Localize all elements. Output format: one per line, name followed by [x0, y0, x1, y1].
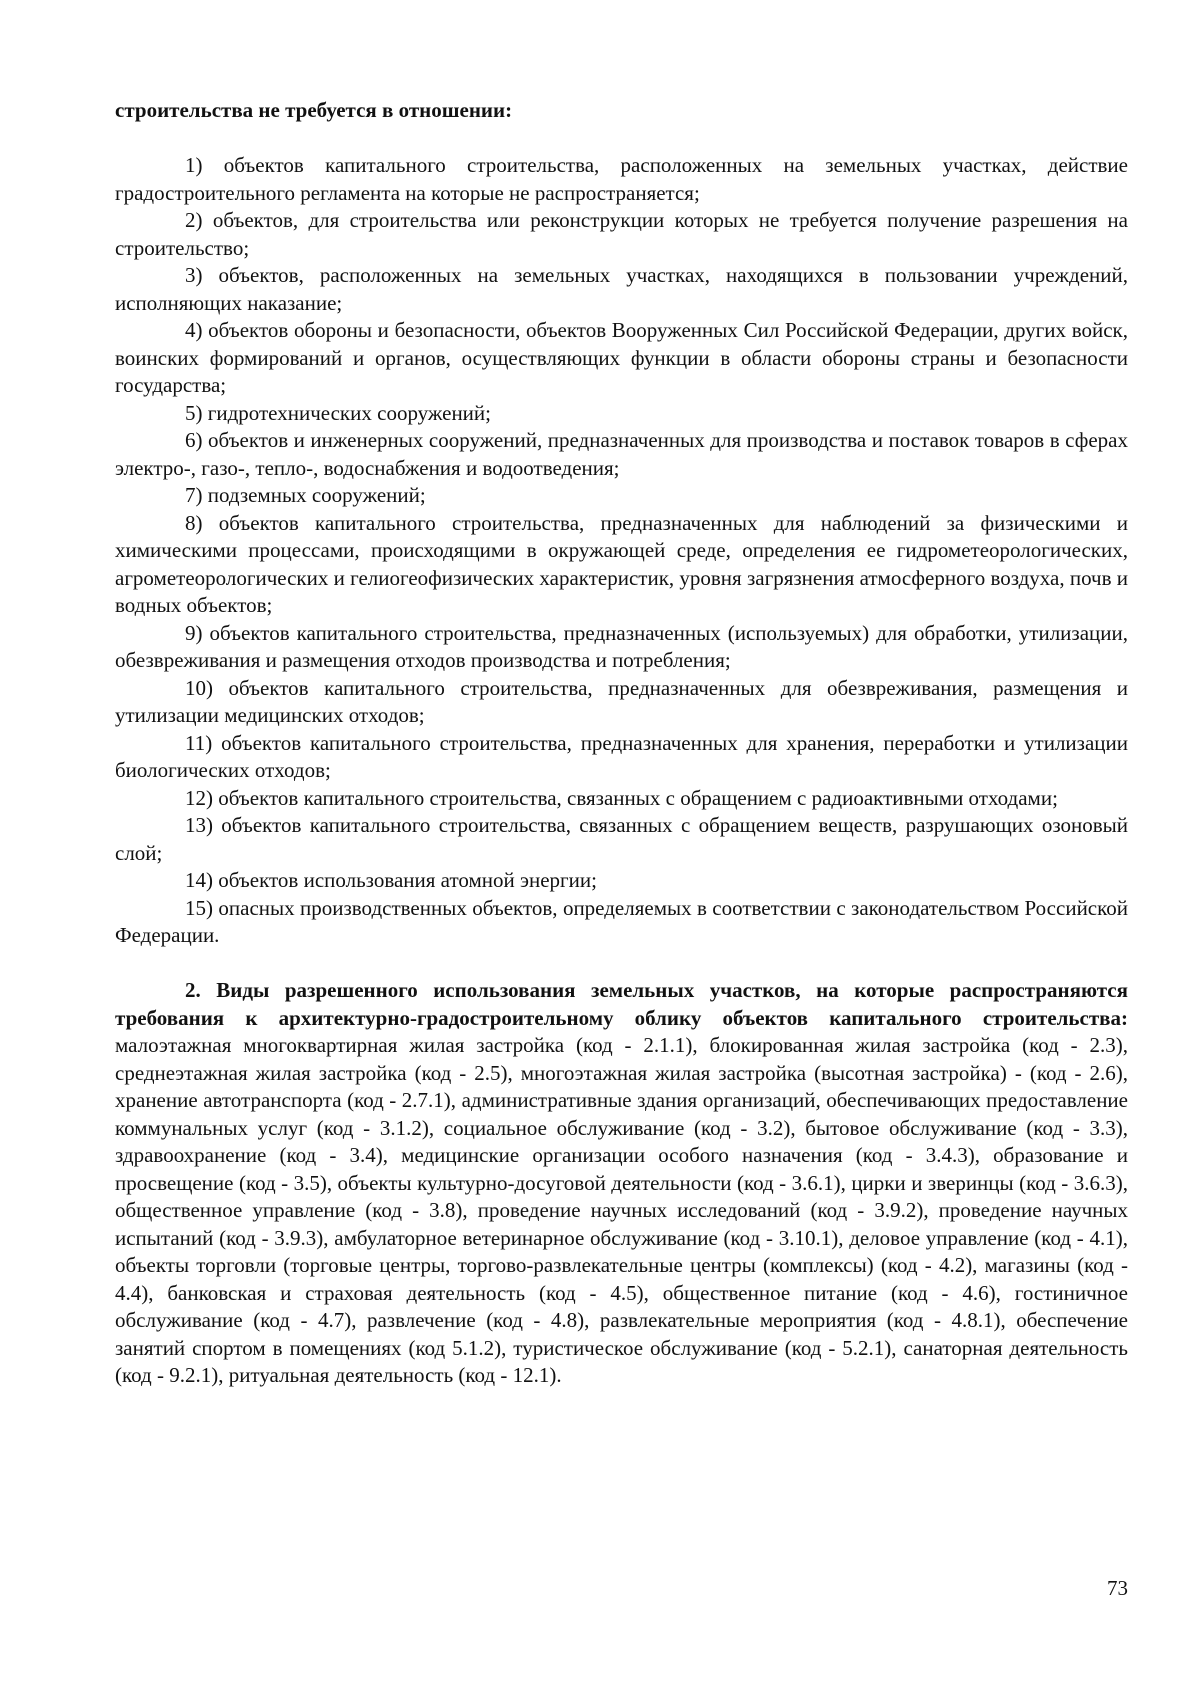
- list-item: 13) объектов капитального строительства, связанных с обращением веществ, разрушающих озоновый слой;: [115, 813, 1128, 865]
- section-heading: строительства не требуется в отношении:: [115, 98, 513, 122]
- list-item: 8) объектов капитального строительства, предназначенных для наблюдений за физическими и химическими процессами, происходящими в окружающей среде, определения ее гидрометеорологических, агрометеорологических и гелиогеофизических характеристик, уровня загрязнения атмосферного воздуха, почв и водных объектов;: [115, 510, 1129, 617]
- list-item: 2) объектов, для строительства или реконструкции которых не требуется получение разрешения на строительство;: [115, 208, 1128, 260]
- list-item: 4) объектов обороны и безопасности, объектов Вооруженных Сил Российской Федерации, других войск, воинских формирований и органов, осуществляющих функции в области обороны страны и безопасности государства;: [115, 318, 1128, 397]
- list-item: 12) объектов капитального строительства, связанных с обращением с радиоактивными отходами;: [185, 785, 1058, 810]
- list-item: 10) объектов капитального строительства, предназначенных для обезвреживания, размещения и утилизации медицинских отходов;: [115, 675, 1128, 727]
- list-item: 15) опасных производственных объектов, определяемых в соответствии с законодательством Российской Федерации.: [115, 895, 1128, 947]
- section-2-lead: 2. Виды разрешенного использования земельных участков, на которые распространяются требования к архитектурно-градостроительному облику объектов капитального строительства:: [115, 978, 1128, 1030]
- list-item: 9) объектов капитального строительства, предназначенных (используемых) для обработки, утилизации, обезвреживания и размещения отходов производства и потребления;: [115, 620, 1128, 672]
- list-item: 7) подземных сооружений;: [185, 483, 426, 507]
- section-2-body: малоэтажная многоквартирная жилая застройка (код - 2.1.1), блокированная жилая застройка (код - 2.3), среднеэтажная жилая застройка (код - 2.5), многоэтажная жилая застройка (высотная застройка) - (код - 2.6), хранение автотранспорта (код - 2.7.1), административные здания организаций, обеспечивающих предоставление коммунальных услуг (код - 3.1.2), социальное обслуживание (код - 3.2), бытовое обслуживание (код - 3.3), здравоохранение (код - 3.4), медицинские организации особого назначения (код - 3.4.3), образование и просвещение (код - 3.5), объекты культурно-досуговой деятельности (код - 3.6.1), цирки и зверинцы (код - 3.6.3), общественное управление (код - 3.8), проведение научных исследований (код - 3.9.2), проведение научных испытаний (код - 3.9.3), амбулаторное ветеринарное обслуживание (код - 3.10.1), деловое управление (код - 4.1), объекты торговли (торговые центры, торгово-развлекательные центры (комплексы) (код - 4.2), магазины (код - 4.4), банковская и страховая деятельность (код - 4.5), общественное питание (код - 4.6), гостиничное обслуживание (код - 4.7), развлечение (код - 4.8), развлекательные мероприятия (код - 4.8.1), обеспечение занятий спортом в помещениях (код 5.1.2), туристическое обслуживание (код - 5.2.1), санаторная деятельность (код - 9.2.1), ритуальная деятельность (код - 12.1).: [115, 1033, 1128, 1387]
- page-number: 73: [1107, 1576, 1128, 1600]
- list-item: 14) объектов использования атомной энергии;: [185, 868, 597, 892]
- exemption-list: [115, 152, 1128, 950]
- list-item: 5) гидротехнических сооружений;: [185, 400, 491, 425]
- list-item: 11) объектов капитального строительства, предназначенных для хранения, переработки и утилизации биологических отходов;: [115, 730, 1128, 782]
- list-item: 6) объектов и инженерных сооружений, предназначенных для производства и поставок товаров в сферах электро-, газо-, тепло-, водоснабжения и водоотведения;: [115, 428, 1128, 480]
- list-item: 1) объектов капитального строительства, расположенных на земельных участках, действие градостроительного регламента на которые не распространяется;: [115, 153, 1128, 205]
- list-item: 3) объектов, расположенных на земельных участках, находящихся в пользовании учреждений, исполняющих наказание;: [115, 263, 1128, 315]
- document-page: [115, 97, 1128, 1390]
- section-2-paragraph: [115, 977, 1128, 1390]
